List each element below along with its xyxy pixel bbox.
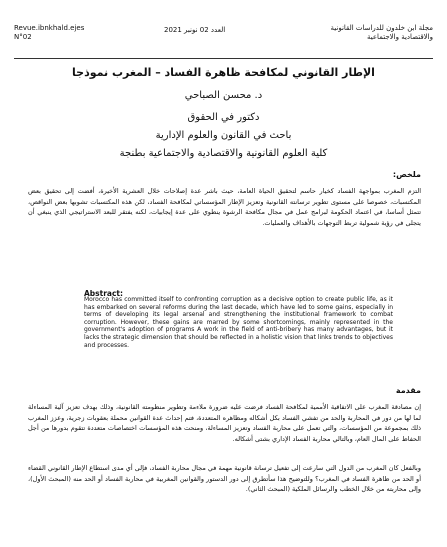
intro-paragraph-2: وبالفعل كان المغرب من الدول التي سارعت إلى تفعيل ترسانة قانونية مهمة في مجال محاربة الفساد، فإلى أي مدى استطاع الإطار القانوني القضاء أو الحد من ظاهرة الفساد في المغرب؟ وللتوضيح هذا سأتطرق إلى دور الدستور والقوانين المغربية في محاربة الفساد أو الحد منه (المبحث الأول)، وإلى محاربته من خلال الخطب والرسائل الملكية (المبحث الثاني). <box>28 464 421 494</box>
summary-text: التزم المغرب بمواجهة الفساد كخيار حاسم لتحقيق الحياة العامة، حيث باشر عدة إصلاحات خلال العشرية الأخيرة، أفضت إلى تحقيق بعض المكتسبات، خصوصا على مستوى تطوير ترسانته القانونية وتعزيز الإطار المؤسساتي لمكافحة الفساد، لكن هذه المكتسبات تشوبها بعض النواقص، تتمثل أساسا، في اعتماد الحكومة لبرامج عمل في مجال مكافحة الرشوة ينطوي على عدة إيجابيات، لكنه يفتقر للبعد الاستراتيجي الذي ينبغي أن يتجلى في رؤية شمولية تربط التوجهات بالأهداف والعمليات. <box>28 187 421 227</box>
author-institution: كلية العلوم القانونية والاقتصادية والاجتماعية بطنجة <box>119 148 328 159</box>
summary-heading: ملخص: <box>392 170 421 179</box>
journal-code: Revue.ibnkhald.ejes <box>14 24 85 32</box>
journal-code-block <box>14 24 84 42</box>
issue-date: العدد 02 نونبر 2021 <box>164 26 226 34</box>
intro-paragraph-1: إن مصادقة المغرب على الاتفاقية الأممية لمكافحة الفساد فرضت عليه ضرورة ملاءمة وتطوير منظومته القانونية، وذلك بهدف تعزيز آلية المساءلة لما لها من دور في المحاربة والحد من تفشي الفساد بكل أشكاله ومظاهره المتعددة، فتم إحداث عدة القوانين محملة بعقوبات زجرية، وعزز المغرب ذلك بمجموعة من المؤسسات، والتي تعمل على محاربة الفساد وتعزيز المساءلة، ومنحت هذه المؤسسات اختصاصات متعددة تتقوم بدورها من أجل الحفاظ على المال العام، وبالتالي محاربة الفساد الإداري بشتى أشكاله. <box>28 403 421 443</box>
journal-name <box>331 24 433 42</box>
header-divider <box>14 58 433 59</box>
journal-header <box>14 24 433 54</box>
journal-name-line1: مجلة ابن خلدون للدراسات القانونية <box>330 24 433 32</box>
journal-name-line2: والاقتصادية والاجتماعية <box>366 33 433 41</box>
intro-heading: مقدمة <box>395 386 421 395</box>
author-role: باحث في القانون والعلوم الإدارية <box>155 130 292 141</box>
issue-code: N°02 <box>14 33 32 41</box>
article-title: الإطار القانوني لمكافحة ظاهرة الفساد – المغرب نموذجا <box>72 66 375 79</box>
abstract-text: Morocco has committed itself to confronting corruption as a decisive option to create public life, as it has embarked on several reforms during the last decade, which have led to some gains, especially in terms of developing its legal arsenal and strengthening the institutional framework to combat corruption. However, these gains are marred by some shortcomings, mainly represented in the government's adoption of programs A work in the field of anti-bribery has many advantages, but it lacks the strategic dimension that should be reflected in a holistic vision that links trends to objectives and processes. <box>84 296 393 349</box>
author-degree: دكتور في الحقوق <box>187 112 260 123</box>
article-author: د. محسن الصباحي <box>184 90 263 101</box>
abstract-heading: Abstract: <box>84 289 124 298</box>
